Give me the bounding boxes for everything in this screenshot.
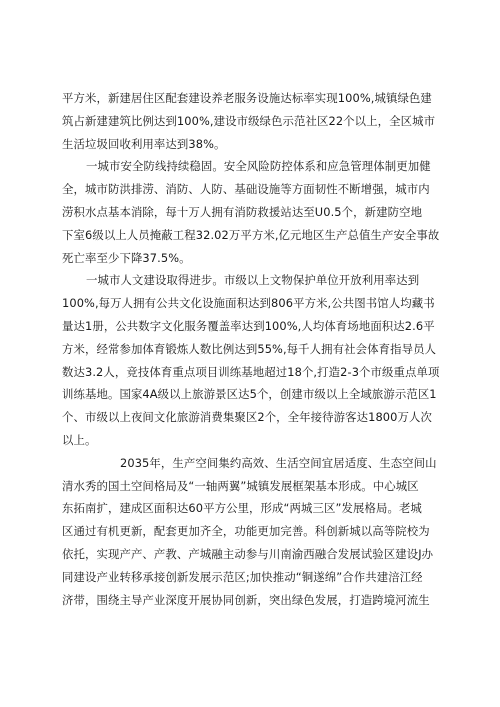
- paragraph-2035-vision: [62, 452, 445, 612]
- text-line: 数达3.2人，竞技体育重点项目训练基地超过18个,打造2-3个市级重点单项: [62, 364, 440, 379]
- text-line: 方米，经常参加体育锻炼人数比例达到55%,每千人拥有社会体育指导员人: [62, 341, 437, 356]
- text-line: 以上。: [62, 432, 97, 447]
- text-line: 筑占新建建筑比例达到100%,建设市级绿色示范社区22个以上，全区城市: [62, 113, 436, 128]
- document-body: [62, 87, 445, 611]
- text-line: 依托，实现产产、产教、产城融主动参与川南渝西融合发展试验区建设J办: [62, 546, 434, 561]
- text-line: 东拓南扩，建成区面积达60平方公里，形成“两城三区”发展格局。老城: [62, 501, 422, 516]
- paragraph-housing-green: [62, 87, 445, 155]
- text-line: 个、市级以上夜间文化旅游消费集聚区2个，全年接待游客达1800万人次: [62, 410, 432, 425]
- text-line: 下室6级以上人员掩蔽工程32.02万平方米,亿元地区生产总值生产安全事故: [62, 227, 440, 242]
- text-line: 同建设产业转移承接创新发展示范区;加快推动“铜遂绵”合作共建涪江经: [62, 569, 423, 584]
- text-line: 济带，围绕主导产业深度开展协同创新，突出绿色发展，打造跨境河流生: [62, 592, 430, 607]
- text-line: 训练基地。国家4A级以上旅游景区达5个，创建市级以上全域旅游示范区1: [62, 387, 437, 402]
- paragraph-urban-culture: [62, 269, 445, 451]
- text-line: 区通过有机更新，配套更加齐全，功能更加完善。科创新城以高等院校为: [62, 524, 430, 539]
- text-line: 清水秀的国土空间格局及“一轴两翼”城镇发展框架基本形成。中心城区: [62, 478, 419, 493]
- text-line: 一城市安全防线持续稳固。安全风险防控体系和应急管理体制更加健: [86, 159, 431, 174]
- text-line: 量达1册，公共数字文化服务覆盖率达到100%,人均体育场地面积达2.6平: [62, 318, 435, 333]
- text-line: 死亡率至少下降37.5%。: [62, 250, 191, 265]
- text-line: 平方米，新建居住区配套建设养老服务设施达标率实现100%,城镇绿色建: [62, 91, 432, 105]
- paragraph-urban-safety: [62, 155, 445, 269]
- text-line: 100%,每万人拥有公共文化设施面积达到806平方米,公共图书馆人均藏书: [62, 296, 435, 311]
- text-line: 生活垃圾回收利用率达到38%。: [62, 136, 226, 151]
- text-line: 涝积水点基本消除，每十万人拥有消防救援站达至U0.5个，新建防空地: [62, 204, 423, 219]
- text-line: 一城市人文建设取得进步。市级以上文物保护单位开放利用率达到: [86, 273, 420, 288]
- text-line: 2035年，生产空间集约高效、生活空间宜居适度、生态空间山: [120, 455, 437, 470]
- text-line: 全，城市防洪排涝、消防、人防、基础设施等方面韧性不断增强，城市内: [62, 182, 430, 197]
